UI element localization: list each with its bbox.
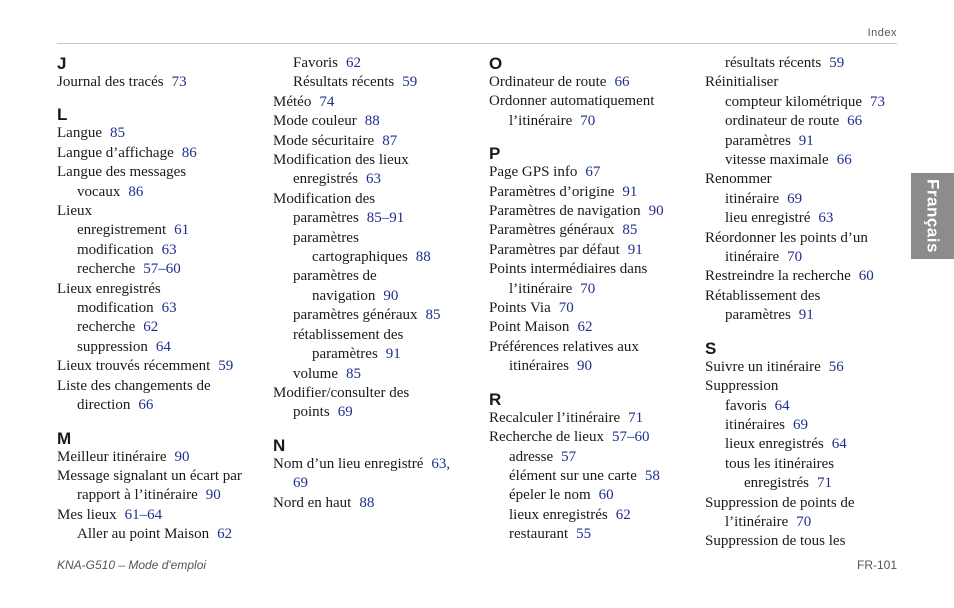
index-entry bbox=[57, 241, 267, 260]
index-entry bbox=[705, 267, 915, 286]
index-entry bbox=[57, 260, 267, 279]
index-entry bbox=[57, 357, 267, 376]
index-entry-text: Restreindre la recherche bbox=[705, 268, 851, 285]
index-entry bbox=[705, 112, 915, 131]
index-entry bbox=[273, 73, 483, 92]
index-page-link[interactable]: 86 bbox=[181, 144, 197, 161]
index-entry-text: paramètres bbox=[293, 229, 359, 246]
index-entry bbox=[705, 287, 915, 306]
index-entry bbox=[489, 299, 699, 318]
index-page-link[interactable]: 60 bbox=[598, 487, 614, 504]
index-entry bbox=[705, 377, 915, 396]
index-page-link[interactable]: 86 bbox=[128, 183, 144, 200]
index-entry bbox=[705, 306, 915, 325]
index-entry-text: restaurant bbox=[509, 526, 569, 543]
index-entry bbox=[705, 170, 915, 189]
index-entry bbox=[489, 318, 699, 337]
index-entry bbox=[273, 306, 483, 325]
footer-manual-title: KNA-G510 – Mode d'emploi bbox=[57, 558, 207, 572]
index-entry-text: enregistrement bbox=[77, 222, 167, 239]
index-entry bbox=[273, 345, 483, 364]
index-entry-text: Recherche de lieux bbox=[489, 429, 604, 446]
index-entry-text: paramètres bbox=[725, 307, 791, 324]
index-entry-text: modification bbox=[77, 241, 154, 258]
index-page-link[interactable]: 73 bbox=[171, 74, 187, 90]
index-entry-text: Journal des tracés bbox=[57, 74, 164, 90]
index-entry-text: Mode couleur bbox=[273, 113, 357, 130]
index-entry-text: adresse bbox=[509, 448, 554, 465]
page-header-label: Index bbox=[867, 27, 897, 39]
index-entry-text: Meilleur itinéraire bbox=[57, 448, 167, 465]
index-letter-heading: N bbox=[273, 435, 286, 455]
index-entry-text: ordinateur de route bbox=[725, 113, 840, 130]
index-page-link[interactable]: 66 bbox=[847, 113, 863, 130]
index-entry-text: Favoris bbox=[293, 55, 338, 71]
index-entry bbox=[57, 338, 267, 357]
index-entry-text: résultats récents bbox=[725, 55, 822, 71]
index-page-link[interactable]: 63 bbox=[818, 210, 834, 227]
index-entry bbox=[273, 190, 483, 209]
index-page-link[interactable]: 61 bbox=[174, 222, 190, 239]
index-entry bbox=[705, 248, 915, 267]
index-letter-heading: L bbox=[57, 105, 68, 125]
index-page-link[interactable]: 91 bbox=[385, 346, 401, 363]
index-letter-heading: S bbox=[705, 338, 717, 358]
index-page-link[interactable]: 88 bbox=[415, 249, 431, 266]
index-entry-text: Lieux bbox=[57, 203, 92, 220]
index-entry bbox=[489, 163, 699, 182]
index-page-link[interactable]: 70 bbox=[787, 249, 803, 266]
index-page-link[interactable]: 70 bbox=[580, 112, 596, 129]
index-page-link[interactable]: 71 bbox=[816, 475, 832, 492]
index-column-3 bbox=[489, 54, 699, 545]
index-page-link[interactable]: 91 bbox=[627, 241, 643, 258]
index-page-link[interactable]: 87 bbox=[382, 132, 398, 149]
index-letter-heading: P bbox=[489, 144, 501, 164]
index-entry-text: l’itinéraire bbox=[725, 513, 789, 530]
index-column-1 bbox=[57, 54, 267, 545]
index-page-link[interactable]: 62 bbox=[143, 319, 159, 336]
index-page-link[interactable]: 74 bbox=[319, 93, 335, 110]
index-page-link[interactable]: 88 bbox=[359, 494, 375, 511]
index-entry-text: points bbox=[293, 404, 330, 421]
index-entry-text: Liste des changements de bbox=[57, 377, 211, 394]
index-entry bbox=[57, 73, 267, 92]
index-entry bbox=[273, 326, 483, 345]
index-entry bbox=[273, 93, 483, 112]
index-entry bbox=[273, 170, 483, 189]
index-page-link[interactable]: 61–64 bbox=[124, 506, 163, 523]
index-entry-text: Modification des lieux bbox=[273, 152, 409, 169]
index-entry-text: Aller au point Maison bbox=[77, 526, 210, 543]
index-page-link[interactable]: 91 bbox=[622, 183, 638, 200]
index-entry bbox=[273, 474, 483, 493]
index-page-link[interactable]: 70 bbox=[558, 300, 574, 317]
index-page-link[interactable]: 62 bbox=[217, 526, 233, 543]
index-entry-text: tous les itinéraires bbox=[725, 455, 835, 472]
index-entry-text: Paramètres généraux bbox=[489, 222, 615, 239]
index-entry bbox=[273, 54, 483, 73]
index-entry bbox=[57, 448, 267, 467]
index-entry-text: vitesse maximale bbox=[725, 152, 829, 169]
index-entry-text: recherche bbox=[77, 261, 136, 278]
index-page-link[interactable]: 70 bbox=[580, 280, 596, 297]
index-entry-text: Suivre un itinéraire bbox=[705, 358, 821, 375]
index-entry bbox=[273, 151, 483, 170]
index-column-4 bbox=[705, 54, 915, 552]
index-page-link[interactable]: 63 bbox=[161, 241, 177, 258]
index-page-link[interactable]: 57–60 bbox=[143, 261, 181, 278]
index-entry-text: Lieux trouvés récemment bbox=[57, 358, 211, 375]
index-page-link[interactable]: 90 bbox=[576, 358, 592, 375]
index-page-link[interactable]: 66 bbox=[138, 397, 154, 414]
index-entry-text: Recalculer l’itinéraire bbox=[489, 409, 621, 426]
index-entry bbox=[489, 525, 699, 544]
index-entry-text: Modification des bbox=[273, 190, 376, 207]
index-page-link[interactable]: 59 bbox=[402, 74, 418, 91]
index-entry bbox=[705, 358, 915, 377]
index-page-link[interactable]: 91 bbox=[798, 132, 814, 149]
index-entry bbox=[57, 221, 267, 240]
index-entry-text: lieux enregistrés bbox=[725, 436, 824, 453]
index-page-link[interactable]: 63 bbox=[161, 300, 177, 317]
index-page-link[interactable]: 59 bbox=[829, 55, 845, 71]
index-entry bbox=[57, 525, 267, 544]
index-entry-text: paramètres bbox=[725, 132, 791, 149]
index-letter-heading: O bbox=[489, 54, 503, 73]
index-page-link[interactable]: 59 bbox=[218, 358, 234, 375]
index-page-link[interactable]: 67 bbox=[585, 164, 601, 181]
index-page-link[interactable]: 57–60 bbox=[611, 429, 650, 446]
index-entry-text: modification bbox=[77, 300, 154, 317]
index-entry-text: rétablissement des bbox=[293, 326, 404, 343]
index-entry-text: Suppression de tous les bbox=[705, 533, 846, 550]
index-entry-text: Mode sécuritaire bbox=[273, 132, 375, 149]
index-entry bbox=[57, 163, 267, 182]
index-entry bbox=[273, 287, 483, 306]
index-entry-text: Résultats récents bbox=[293, 74, 395, 91]
index-entry-text: itinéraires bbox=[725, 416, 785, 433]
index-page-link[interactable]: 66 bbox=[836, 152, 852, 169]
index-entry-text: paramètres bbox=[312, 346, 378, 363]
index-column-2 bbox=[273, 54, 483, 513]
index-page-link[interactable]: 90 bbox=[205, 487, 221, 504]
index-entry-text: volume bbox=[293, 365, 338, 382]
index-entry bbox=[57, 396, 267, 415]
index-page-link[interactable]: 69 bbox=[792, 416, 808, 433]
index-entry bbox=[489, 221, 699, 240]
index-entry bbox=[705, 151, 915, 170]
index-entry bbox=[57, 486, 267, 505]
index-letter-heading: R bbox=[489, 389, 502, 409]
index-page-link[interactable]: 90 bbox=[174, 448, 190, 465]
index-entry bbox=[489, 73, 699, 92]
index-entry-text: Mes lieux bbox=[57, 506, 117, 523]
language-side-tab bbox=[911, 173, 954, 259]
index-entry bbox=[57, 299, 267, 318]
footer-page-number: FR-101 bbox=[856, 558, 897, 572]
index-entry bbox=[705, 532, 915, 551]
index-entry-text: navigation bbox=[312, 287, 376, 304]
index-entry bbox=[57, 467, 267, 486]
index-page-link[interactable]: 62 bbox=[346, 55, 361, 71]
index-entry-text: l’itinéraire bbox=[509, 112, 573, 129]
index-entry bbox=[273, 365, 483, 384]
index-entry-text: Réinitialiser bbox=[705, 74, 779, 91]
index-entry bbox=[489, 241, 699, 260]
index-entry-text: Langue bbox=[57, 125, 102, 142]
index-entry-text: paramètres de bbox=[293, 268, 377, 285]
index-entry bbox=[57, 506, 267, 525]
index-entry bbox=[489, 92, 699, 111]
index-entry-text: Réordonner les points d’un bbox=[705, 229, 868, 246]
index-entry bbox=[273, 403, 483, 422]
index-entry bbox=[489, 260, 699, 279]
index-page-link[interactable]: 66 bbox=[614, 74, 630, 90]
index-entry bbox=[57, 124, 267, 143]
index-page-link[interactable]: 64 bbox=[831, 436, 847, 453]
index-page-link[interactable]: 69 bbox=[787, 190, 803, 207]
index-entry bbox=[705, 455, 915, 474]
index-entry-text: cartographiques bbox=[312, 249, 408, 266]
index-page-link[interactable]: 69 bbox=[337, 404, 353, 421]
index-entry-text: direction bbox=[77, 397, 131, 414]
index-entry bbox=[57, 318, 267, 337]
index-entry-text: compteur kilométrique bbox=[725, 93, 863, 110]
index-entry bbox=[489, 280, 699, 299]
header-divider bbox=[57, 43, 897, 44]
index-entry bbox=[705, 435, 915, 454]
index-entry-text: Langue d’affichage bbox=[57, 144, 174, 161]
index-entry-text: Point Maison bbox=[489, 319, 570, 336]
index-entry-text: suppression bbox=[77, 338, 148, 355]
index-entry-text: Ordinateur de route bbox=[489, 74, 607, 90]
index-entry bbox=[273, 494, 483, 513]
index-entry bbox=[489, 428, 699, 447]
index-entry-text: Suppression de points de bbox=[705, 494, 855, 511]
index-entry bbox=[705, 397, 915, 416]
index-letter-heading: M bbox=[57, 428, 72, 448]
index-entry bbox=[273, 229, 483, 248]
index-entry-text: recherche bbox=[77, 319, 136, 336]
index-entry-text: Renommer bbox=[705, 171, 772, 188]
index-entry-text: l’itinéraire bbox=[509, 280, 573, 297]
index-entry bbox=[705, 494, 915, 513]
index-page-link[interactable]: 85–91 bbox=[366, 210, 405, 227]
index-entry bbox=[489, 357, 699, 376]
index-entry-text: Suppression bbox=[705, 378, 779, 395]
index-entry-text: vocaux bbox=[77, 183, 121, 200]
index-entry bbox=[57, 183, 267, 202]
index-entry-text: Points intermédiaires dans bbox=[489, 261, 648, 278]
side-tab-label: Français bbox=[923, 179, 943, 253]
index-page-link[interactable]: 63 bbox=[365, 171, 381, 188]
index-page-link[interactable]: 56 bbox=[828, 358, 844, 375]
index-entry-text: Nom d’un lieu enregistré bbox=[273, 455, 424, 472]
index-entry-text: paramètres généraux bbox=[293, 307, 418, 324]
index-page-link[interactable]: 85 bbox=[425, 307, 441, 324]
index-entry-text: paramètres bbox=[293, 210, 359, 227]
index-entry bbox=[705, 209, 915, 228]
index-entry bbox=[705, 513, 915, 532]
index-page-link[interactable]: 85 bbox=[622, 222, 638, 239]
index-page-link[interactable]: 73 bbox=[870, 93, 886, 110]
index-entry bbox=[705, 229, 915, 248]
index-entry-text: favoris bbox=[725, 397, 767, 414]
index-page-link[interactable]: 90 bbox=[383, 287, 399, 304]
index-page-link[interactable]: 88 bbox=[364, 113, 380, 130]
index-entry-text: rapport à l’itinéraire bbox=[77, 487, 198, 504]
index-entry bbox=[705, 93, 915, 112]
index-entry bbox=[705, 54, 915, 73]
index-entry bbox=[489, 467, 699, 486]
index-entry bbox=[705, 132, 915, 151]
index-entry-text: Paramètres de navigation bbox=[489, 203, 641, 220]
index-entry-text: Paramètres par défaut bbox=[489, 241, 620, 258]
index-page-link[interactable]: 57 bbox=[561, 448, 577, 465]
index-entry bbox=[489, 409, 699, 428]
index-page-link[interactable]: 62 bbox=[577, 319, 593, 336]
index-entry bbox=[489, 338, 699, 357]
index-entry bbox=[273, 132, 483, 151]
index-entry bbox=[273, 267, 483, 286]
index-page-link[interactable]: 85 bbox=[109, 125, 125, 142]
index-entry bbox=[273, 209, 483, 228]
index-page-link[interactable]: 85 bbox=[346, 365, 361, 382]
index-entry bbox=[489, 506, 699, 525]
index-entry bbox=[57, 202, 267, 221]
index-page-link[interactable]: 64 bbox=[774, 397, 790, 414]
index-entry-text: Météo bbox=[273, 93, 312, 110]
index-entry bbox=[273, 384, 483, 403]
index-entry bbox=[489, 183, 699, 202]
index-page-link[interactable]: 58 bbox=[644, 467, 660, 484]
index-entry bbox=[705, 416, 915, 435]
index-page-link[interactable]: 71 bbox=[628, 409, 644, 426]
index-entry bbox=[57, 280, 267, 299]
index-entry bbox=[489, 486, 699, 505]
index-entry-text: Message signalant un écart par bbox=[57, 467, 242, 484]
index-entry bbox=[489, 112, 699, 131]
index-page-link[interactable]: 91 bbox=[798, 307, 814, 324]
index-entry-text: enregistrés bbox=[744, 475, 809, 492]
index-entry-text: Paramètres d’origine bbox=[489, 183, 615, 200]
index-entry bbox=[57, 144, 267, 163]
index-entry-text: Modifier/consulter des bbox=[273, 384, 410, 401]
index-entry-text: épeler le nom bbox=[509, 487, 591, 504]
index-page-link[interactable]: 60 bbox=[858, 268, 874, 285]
index-entry-text: Préférences relatives aux bbox=[489, 338, 639, 355]
index-page-link[interactable]: 62 bbox=[615, 506, 631, 523]
index-page-link[interactable]: 69 bbox=[293, 475, 308, 492]
index-entry bbox=[705, 474, 915, 493]
index-entry bbox=[705, 73, 915, 92]
index-entry-text: lieu enregistré bbox=[725, 210, 811, 227]
index-entry-text: Lieux enregistrés bbox=[57, 280, 161, 297]
index-entry-text: itinéraire bbox=[725, 249, 780, 266]
index-entry-text: Langue des messages bbox=[57, 164, 187, 181]
index-entry-text: enregistrés bbox=[293, 171, 358, 188]
index-entry bbox=[57, 377, 267, 396]
index-entry-text: Nord en haut bbox=[273, 494, 352, 511]
index-entry-text: Points Via bbox=[489, 300, 551, 317]
index-entry bbox=[273, 112, 483, 131]
index-letter-heading: J bbox=[57, 54, 67, 73]
index-entry bbox=[489, 448, 699, 467]
index-page-link[interactable]: 63, bbox=[431, 455, 451, 472]
index-entry bbox=[489, 202, 699, 221]
index-entry-text: lieux enregistrés bbox=[509, 506, 608, 523]
index-entry-text: Ordonner automatiquement bbox=[489, 93, 655, 110]
index-entry-text: élément sur une carte bbox=[509, 467, 637, 484]
index-page-link[interactable]: 64 bbox=[155, 338, 171, 355]
index-page-link[interactable]: 70 bbox=[796, 513, 812, 530]
index-entry bbox=[273, 455, 483, 474]
index-entry bbox=[273, 248, 483, 267]
index-entry-text: itinéraires bbox=[509, 358, 569, 375]
index-entry-text: Page GPS info bbox=[489, 164, 578, 181]
index-page-link[interactable]: 90 bbox=[648, 203, 664, 220]
index-entry-text: itinéraire bbox=[725, 190, 780, 207]
index-entry-text: Rétablissement des bbox=[705, 287, 821, 304]
index-entry bbox=[705, 190, 915, 209]
index-page-link[interactable]: 55 bbox=[576, 526, 592, 543]
